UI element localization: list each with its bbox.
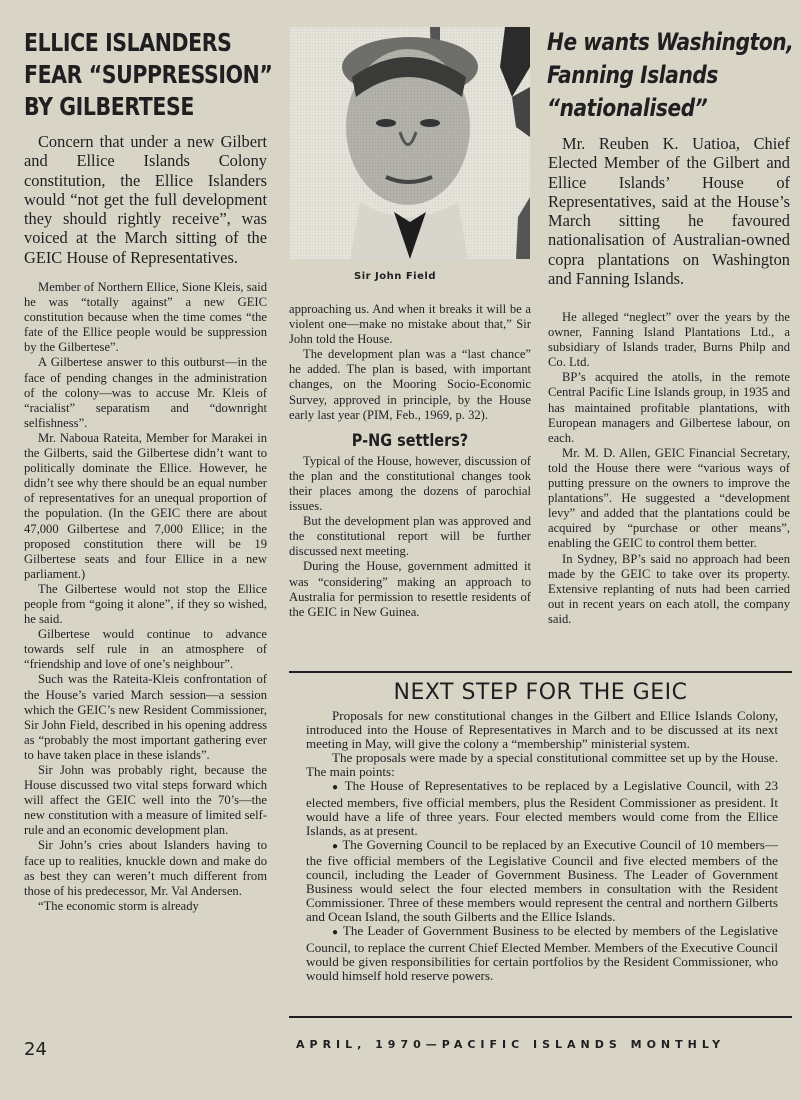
subhead: P-NG settlers? bbox=[351, 430, 469, 451]
article1-headline: ELLICE ISLANDERS FEAR “SUPPRESSION” BY GILBERTESE bbox=[24, 28, 273, 121]
box-point-text: The House of Representatives to be replaced by a Legislative Council, with 23 elected members, five official members, plus the Resident Commissioner as president. It would have a life of three years. Four elected members would come from the Ellice Islands, as at present. bbox=[306, 778, 778, 838]
article1-paragraph: approaching us. And when it breaks it will be a violent one—make no mistake about that,” Sir John told the House. bbox=[289, 302, 531, 347]
box-body bbox=[306, 709, 778, 983]
bullet-icon: ● bbox=[332, 927, 339, 939]
article1-paragraph: Gilbertese would continue to advance towards self rule in an atmosphere of “friendship and love of one’s neighbour”. bbox=[24, 627, 267, 672]
article1-paragraph: But the development plan was approved and the constitutional report will be further discussed next meeting. bbox=[289, 514, 531, 559]
box-lead: The proposals were made by a special constitutional committee set up by the House. The main points: bbox=[306, 750, 778, 780]
box-headline: NEXT STEP FOR THE GEIC bbox=[393, 680, 688, 705]
article2-paragraph: He alleged “neglect” over the years by the owner, Fanning Island Plantations Ltd., a subsidiary of Islands trader, Burns Philp and Co. Ltd. bbox=[548, 310, 790, 370]
article2-headline: He wants Washington, Fanning Islands “nationalised” bbox=[547, 28, 794, 122]
article1-paragraph: Sir John was probably right, because the House discussed two vital steps forward which will affect the GEIC well into the 70’s—the new constitution with a measure of limited self-rule and an economic development plan. bbox=[24, 763, 267, 838]
box-point-text: The Leader of Government Business to be elected by members of the Legislative Council, to replace the current Chief Elected Member. Members of the Executive Council would be given responsibilities for certain portfolios by the Resident Commissioner, who would himself hold reserve powers. bbox=[306, 923, 778, 983]
article1-paragraph: Such was the Rateita-Kleis confrontation of the House’s varied March session—a session which the GEIC’s new Resident Commissioner, Sir John Field, described in his opening address as “probably the most important gathering ever to have taken place in these islands”. bbox=[24, 672, 267, 762]
bullet-icon: ● bbox=[332, 840, 339, 852]
article1-continued-column bbox=[289, 302, 531, 620]
article1-paragraph: Member of Northern Ellice, Sione Kleis, said he was “totally against” a new GEIC constitution because when the time comes “the fate of the Ellice people would be suppression by the Gilbertese”. bbox=[24, 280, 267, 355]
box-intro: Proposals for new constitutional changes in the Gilbert and Ellice Islands Colony, introduced into the House of Representatives in March and to be discussed at its next meeting in May, will give the colony a “membership” ministerial system. bbox=[306, 708, 778, 752]
article2-paragraph: BP’s acquired the atolls, in the remote Central Pacific Line Islands group, in 1935 and has maintained profitable plantations, with European managers and Gilbertese labour, on each. bbox=[548, 370, 790, 445]
article1-intro: Concern that under a new Gilbert and Ellice Islands Colony constitution, the Ellice Islanders would “not get the full development they should rightly receive”, was voiced at the March sitting of the GEIC House of Representatives. bbox=[24, 132, 267, 267]
portrait-photo bbox=[290, 27, 530, 259]
box-point bbox=[306, 779, 778, 837]
box-top-rule bbox=[289, 671, 792, 673]
article1-paragraph: The Gilbertese would not stop the Ellice people from “going it alone”, if they so wished, he said. bbox=[24, 581, 267, 627]
article2-intro-column bbox=[548, 134, 790, 288]
bullet-icon: ● bbox=[332, 782, 340, 794]
article1-paragraph: The development plan was a “last chance” he added. The plan is based, with important changes, on the Mooring Socio-Economic Survey, approved in principle, by the House early last year (PIM, Feb., 1969, p. 32). bbox=[289, 347, 531, 422]
article1-paragraph: A Gilbertese answer to this outburst—in the face of pending changes in the administration of the colony—was to accuse Mr. Kleis of “racialist” separatism and “downright selfishness”. bbox=[24, 355, 267, 430]
photo-caption: Sir John Field bbox=[354, 271, 436, 282]
box-point bbox=[306, 924, 778, 982]
page-number: 24 bbox=[24, 1039, 47, 1060]
box-bottom-rule bbox=[289, 1016, 792, 1018]
box-point bbox=[306, 838, 778, 925]
article1-paragraph: Mr. Naboua Rateita, Member for Marakei in the Gilberts, said the Gilbertese didn’t want to politically dominate the Ellice. However, he didn’t see why there should be an equal number of representatives for an unequal proportion of the population. (In the GEIC there are about 47,000 Gilbertese and 7,000 Ellice; in the proposed constitution there will be 19 Gilbertese seats and four Ellice in a new parliament.) bbox=[24, 430, 267, 581]
article2-intro: Mr. Reuben K. Uatioa, Chief Elected Member of the Gilbert and Ellice Islands’ House of Representatives, said at the House’s March sitting he favoured nationalisation of Australian-owned copra plantations on Washington and Fanning Islands. bbox=[548, 134, 790, 289]
article2-paragraph: In Sydney, BP’s said no approach had been made by the GEIC to take over its property. Extensive replanting of nuts had been carried out in recent years on each atoll, the company said. bbox=[548, 551, 790, 626]
article1-paragraph: During the House, government admitted it was “considering” making an approach to Australia for permission to resettle residents of the GEIC in New Guinea. bbox=[289, 559, 531, 619]
box-point-text: The Governing Council to be replaced by an Executive Council of 10 members—the five official members of the Legislative Council and five elected members of the council, including the Leader of Government Business. The Leader of Government Business would select the four elected members in consultation with the Resident Commissioner. Three of these members would represent the central and northern Gilberts and Ocean Island, the south Gilberts and the Ellice Islands. bbox=[306, 836, 778, 925]
article2-body-column bbox=[548, 310, 790, 627]
article1-body-column bbox=[24, 280, 267, 914]
footer-dateline: APRIL, 1970—PACIFIC ISLANDS MONTHLY bbox=[296, 1038, 726, 1051]
article2-paragraph: Mr. M. D. Allen, GEIC Financial Secretary, told the House there were “various ways of putting pressure on the owners to improve the plantations”. He suggested a “development levy” and added that the plantations could be acquired by “purchase or other means”, enabling the GEIC to control them better. bbox=[548, 445, 790, 551]
article1-paragraph: Sir John’s cries about Islanders having to face up to realities, knuckle down and make do as best they can weren’t much different from those of his predecessor, Mr. Val Andersen. bbox=[24, 838, 267, 898]
article1-paragraph: Typical of the House, however, discussion of the plan and the constitutional changes took their places among the dozens of parochial issues. bbox=[289, 453, 531, 514]
article1-intro-column bbox=[24, 132, 267, 267]
article1-paragraph: “The economic storm is already bbox=[38, 898, 199, 913]
